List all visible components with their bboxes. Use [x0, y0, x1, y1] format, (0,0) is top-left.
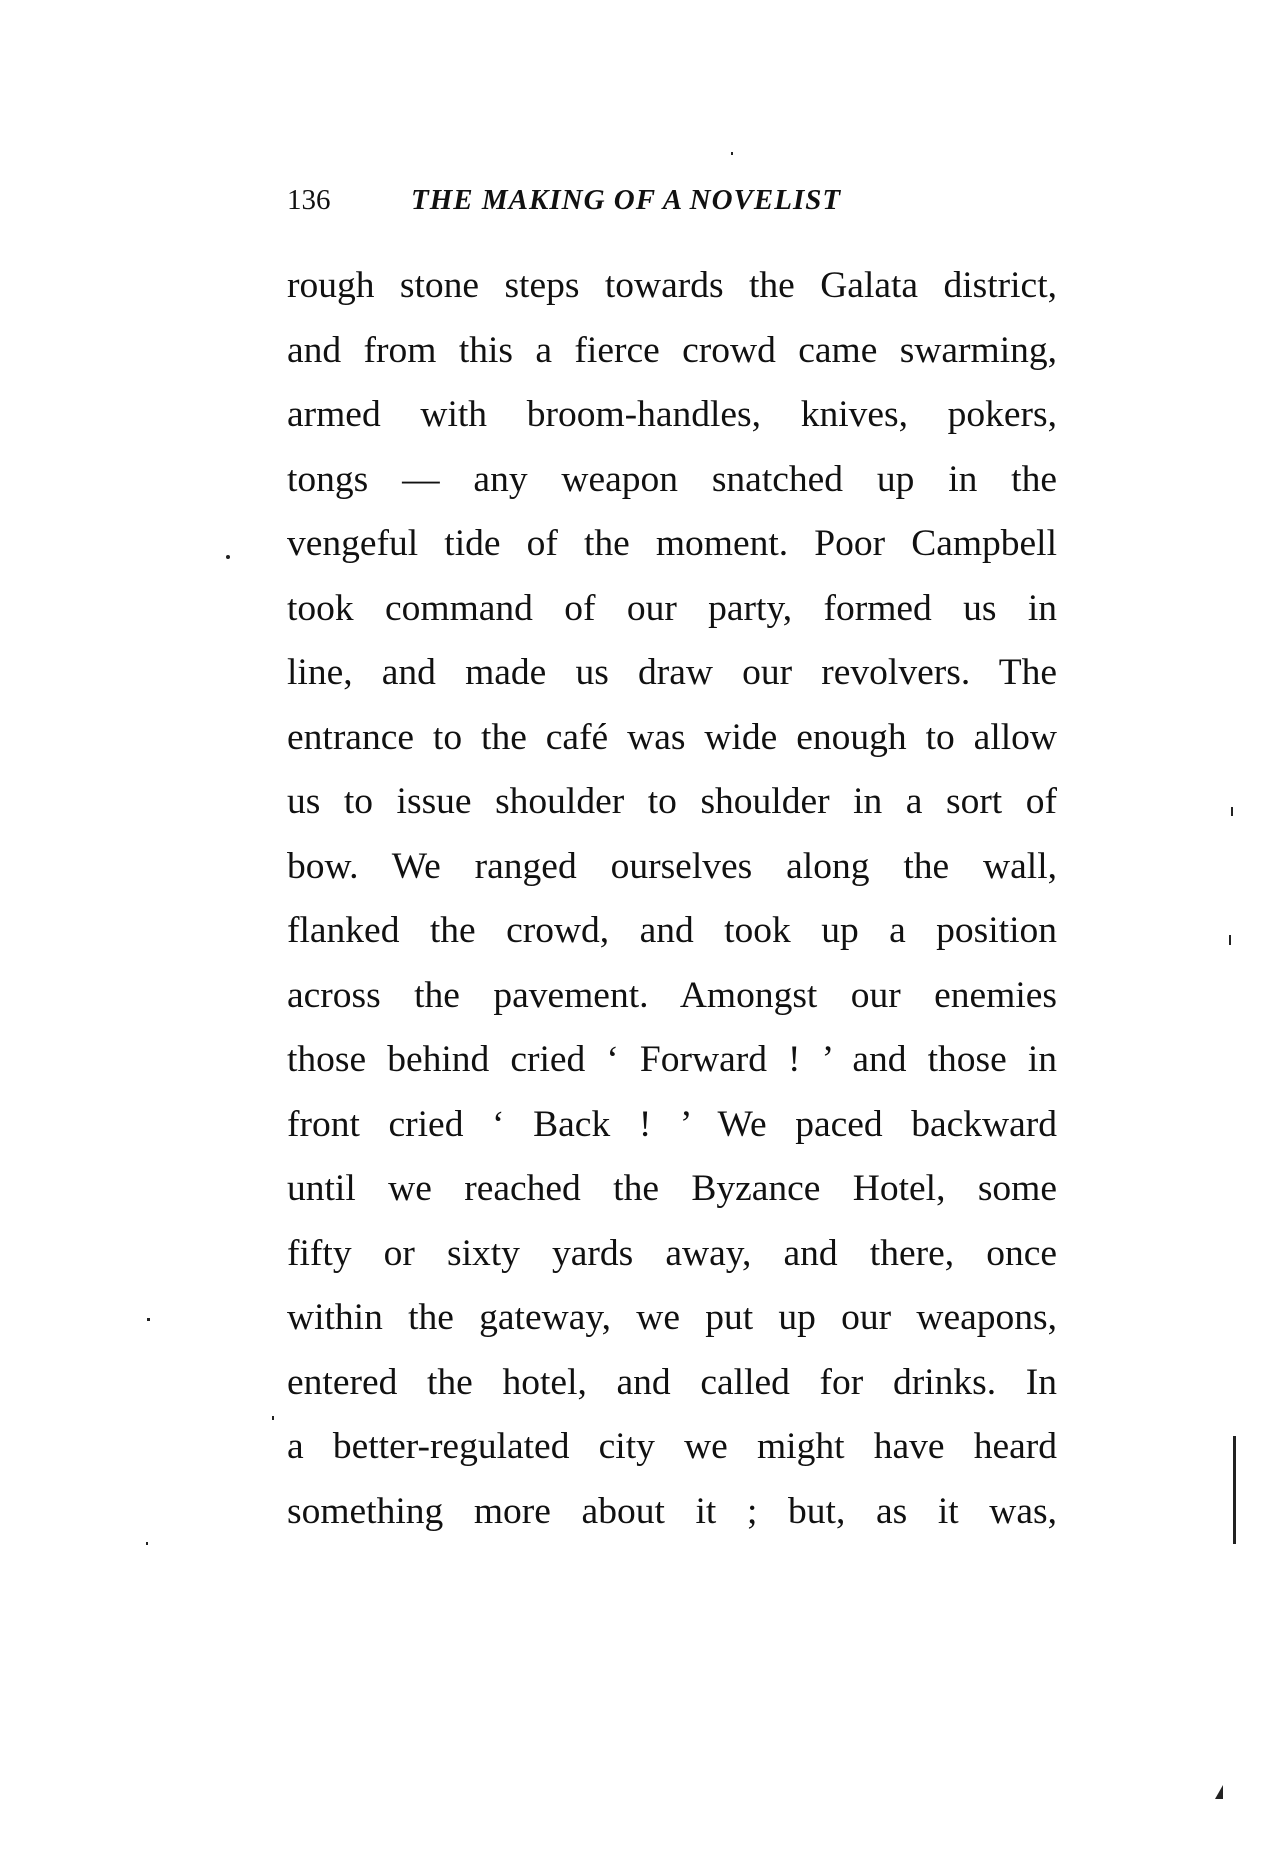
text-line: fifty or sixty yards away, and there, once — [287, 1232, 1057, 1274]
text-line: front cried ‘ Back ! ’ We paced backward — [287, 1103, 1057, 1145]
page-number: 136 — [287, 184, 331, 216]
scan-speck — [1215, 1785, 1223, 1799]
scan-speck — [272, 1416, 274, 1420]
text-line: tongs — any weapon snatched up in the — [287, 458, 1057, 500]
scan-speck — [226, 555, 230, 559]
text-line: entrance to the café was wide enough to allow — [287, 716, 1057, 758]
running-head — [287, 184, 1057, 224]
text-line: something more about it ; but, as it was, — [287, 1490, 1057, 1532]
text-line: across the pavement. Amongst our enemies — [287, 974, 1057, 1016]
text-line: and from this a fierce crowd came swarming, — [287, 329, 1057, 371]
text-line: us to issue shoulder to shoulder in a sort of — [287, 781, 1057, 822]
text-line: within the gateway, we put up our weapons, — [287, 1297, 1057, 1338]
text-line: bow. We ranged ourselves along the wall, — [287, 845, 1057, 887]
body-text — [287, 254, 1057, 1544]
text-line: armed with broom-handles, knives, pokers, — [287, 394, 1057, 435]
text-line: entered the hotel, and called for drinks. In — [287, 1361, 1057, 1403]
scan-speck — [1233, 1436, 1236, 1544]
scan-speck — [1229, 935, 1231, 945]
running-title: THE MAKING OF A NOVELIST — [411, 184, 842, 216]
text-line: a better-regulated city we might have heard — [287, 1426, 1057, 1467]
scan-speck — [146, 1542, 148, 1545]
text-line: rough stone steps towards the Galata district, — [287, 265, 1057, 306]
text-line: took command of our party, formed us in — [287, 587, 1057, 629]
text-line: those behind cried ‘ Forward ! ’ and those in — [287, 1039, 1057, 1080]
scan-speck — [147, 1318, 150, 1321]
scan-speck — [1231, 807, 1233, 816]
text-line: vengeful tide of the moment. Poor Campbell — [287, 523, 1057, 564]
text-line: flanked the crowd, and took up a position — [287, 910, 1057, 951]
text-line: until we reached the Byzance Hotel, some — [287, 1168, 1057, 1209]
text-line: line, and made us draw our revolvers. The — [287, 652, 1057, 693]
scan-speck — [731, 152, 733, 155]
